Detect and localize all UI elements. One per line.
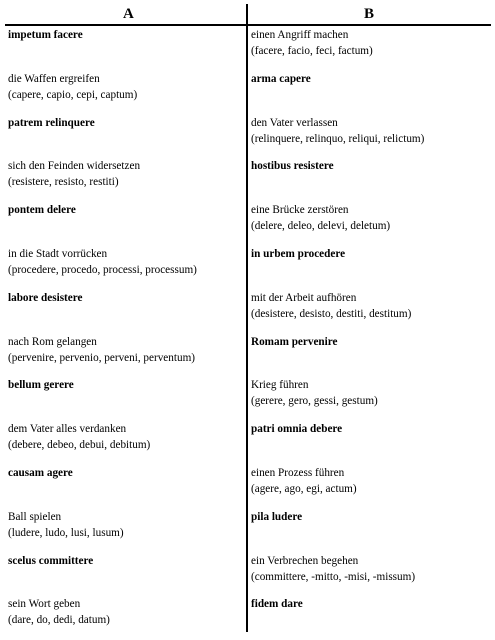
column-b-cell <box>251 27 373 59</box>
german-translation: ein Verbrechen begehen <box>251 554 359 567</box>
latin-phrase: pontem delere <box>8 204 76 217</box>
table-row <box>0 509 495 553</box>
verb-principal-parts: (agere, ago, egi, actum) <box>251 482 357 495</box>
column-b-cell <box>251 202 390 234</box>
latin-phrase: patrem relinquere <box>8 116 95 129</box>
column-a-cell <box>8 115 95 131</box>
german-translation: einen Prozess führen <box>251 466 345 479</box>
latin-phrase: labore desistere <box>8 291 83 304</box>
verb-principal-parts: (delere, deleo, delevi, deletum) <box>251 220 391 233</box>
column-a-cell <box>8 421 150 453</box>
column-a-cell <box>8 509 124 541</box>
table-row <box>0 115 495 159</box>
verb-principal-parts: (desistere, desisto, destiti, destitum) <box>251 307 412 320</box>
column-b-cell <box>251 465 357 497</box>
column-b-cell <box>251 115 424 147</box>
german-translation: in die Stadt vorrücken <box>8 247 108 260</box>
verb-principal-parts: (dare, do, dedi, datum) <box>8 614 110 627</box>
column-a-cell <box>8 27 83 43</box>
column-b-heading: B <box>364 6 375 22</box>
column-a-cell <box>8 158 140 190</box>
german-translation: einen Angriff machen <box>251 29 349 41</box>
german-translation: eine Brücke zerstören <box>251 204 349 217</box>
verb-principal-parts: (gerere, gero, gessi, gestum) <box>251 395 378 408</box>
table-row <box>0 465 495 509</box>
column-b-cell <box>251 421 342 437</box>
column-a-cell <box>8 202 76 218</box>
column-b-cell <box>251 596 303 612</box>
column-b-cell <box>251 71 311 87</box>
german-translation: Krieg führen <box>251 379 309 392</box>
latin-phrase: hostibus resistere <box>251 160 334 173</box>
table-row <box>0 202 495 246</box>
table-row <box>0 246 495 290</box>
latin-phrase: fidem dare <box>251 598 303 611</box>
verb-principal-parts: (capere, capio, cepi, captum) <box>8 88 138 101</box>
verb-principal-parts: (procedere, procedo, processi, processum) <box>8 263 197 276</box>
latin-phrase: bellum gerere <box>8 379 74 392</box>
column-a-cell <box>8 465 73 481</box>
table-row <box>0 377 495 421</box>
latin-phrase: in urbem procedere <box>251 247 346 260</box>
verb-principal-parts: (pervenire, pervenio, perveni, perventum) <box>8 351 195 364</box>
table-row <box>0 596 495 640</box>
column-b-cell <box>251 158 334 174</box>
verb-principal-parts: (debere, debeo, debui, debitum) <box>8 439 151 452</box>
column-a-cell <box>8 290 82 306</box>
table-row <box>0 27 495 71</box>
verb-principal-parts: (relinquere, relinquo, reliqui, relictum) <box>251 132 425 145</box>
column-b-cell <box>251 290 411 322</box>
verb-principal-parts: (resistere, resisto, restiti) <box>8 176 119 189</box>
verb-principal-parts: (facere, facio, feci, factum) <box>251 45 373 57</box>
verb-principal-parts: (committere, -mitto, -misi, -missum) <box>251 570 416 583</box>
german-translation: dem Vater alles verdanken <box>8 423 127 436</box>
table-row <box>0 334 495 378</box>
german-translation: mit der Arbeit aufhören <box>251 291 357 304</box>
german-translation: die Waffen ergreifen <box>8 72 100 85</box>
latin-phrase: causam agere <box>8 466 73 479</box>
latin-phrase: scelus committere <box>8 554 94 567</box>
column-a-heading: A <box>123 6 134 22</box>
table-row <box>0 290 495 334</box>
column-a-cell <box>8 553 93 569</box>
latin-phrase: impetum facere <box>8 29 83 41</box>
column-a-cell <box>8 377 74 393</box>
column-a-cell <box>8 246 197 278</box>
latin-phrase: pila ludere <box>251 510 303 523</box>
column-a-cell <box>8 71 137 103</box>
column-b-cell <box>251 377 378 409</box>
column-a-cell <box>8 596 110 628</box>
latin-phrase: arma capere <box>251 72 311 85</box>
table-row <box>0 158 495 202</box>
table-row <box>0 421 495 465</box>
column-b-cell <box>251 553 415 585</box>
german-translation: den Vater verlassen <box>251 116 338 129</box>
column-b-cell <box>251 246 345 262</box>
german-translation: sein Wort geben <box>8 598 81 611</box>
table-header <box>5 4 491 26</box>
table-body <box>0 27 495 640</box>
table-row <box>0 71 495 115</box>
column-b-cell <box>251 334 337 350</box>
latin-phrase: patri omnia debere <box>251 423 343 436</box>
verb-principal-parts: (ludere, ludo, lusi, lusum) <box>8 526 124 539</box>
german-translation: Ball spielen <box>8 510 62 523</box>
table-row <box>0 553 495 597</box>
german-translation: nach Rom gelangen <box>8 335 97 348</box>
latin-phrase: Romam pervenire <box>251 335 338 348</box>
column-b-cell <box>251 509 302 525</box>
german-translation: sich den Feinden widersetzen <box>8 160 141 173</box>
column-a-cell <box>8 334 195 366</box>
